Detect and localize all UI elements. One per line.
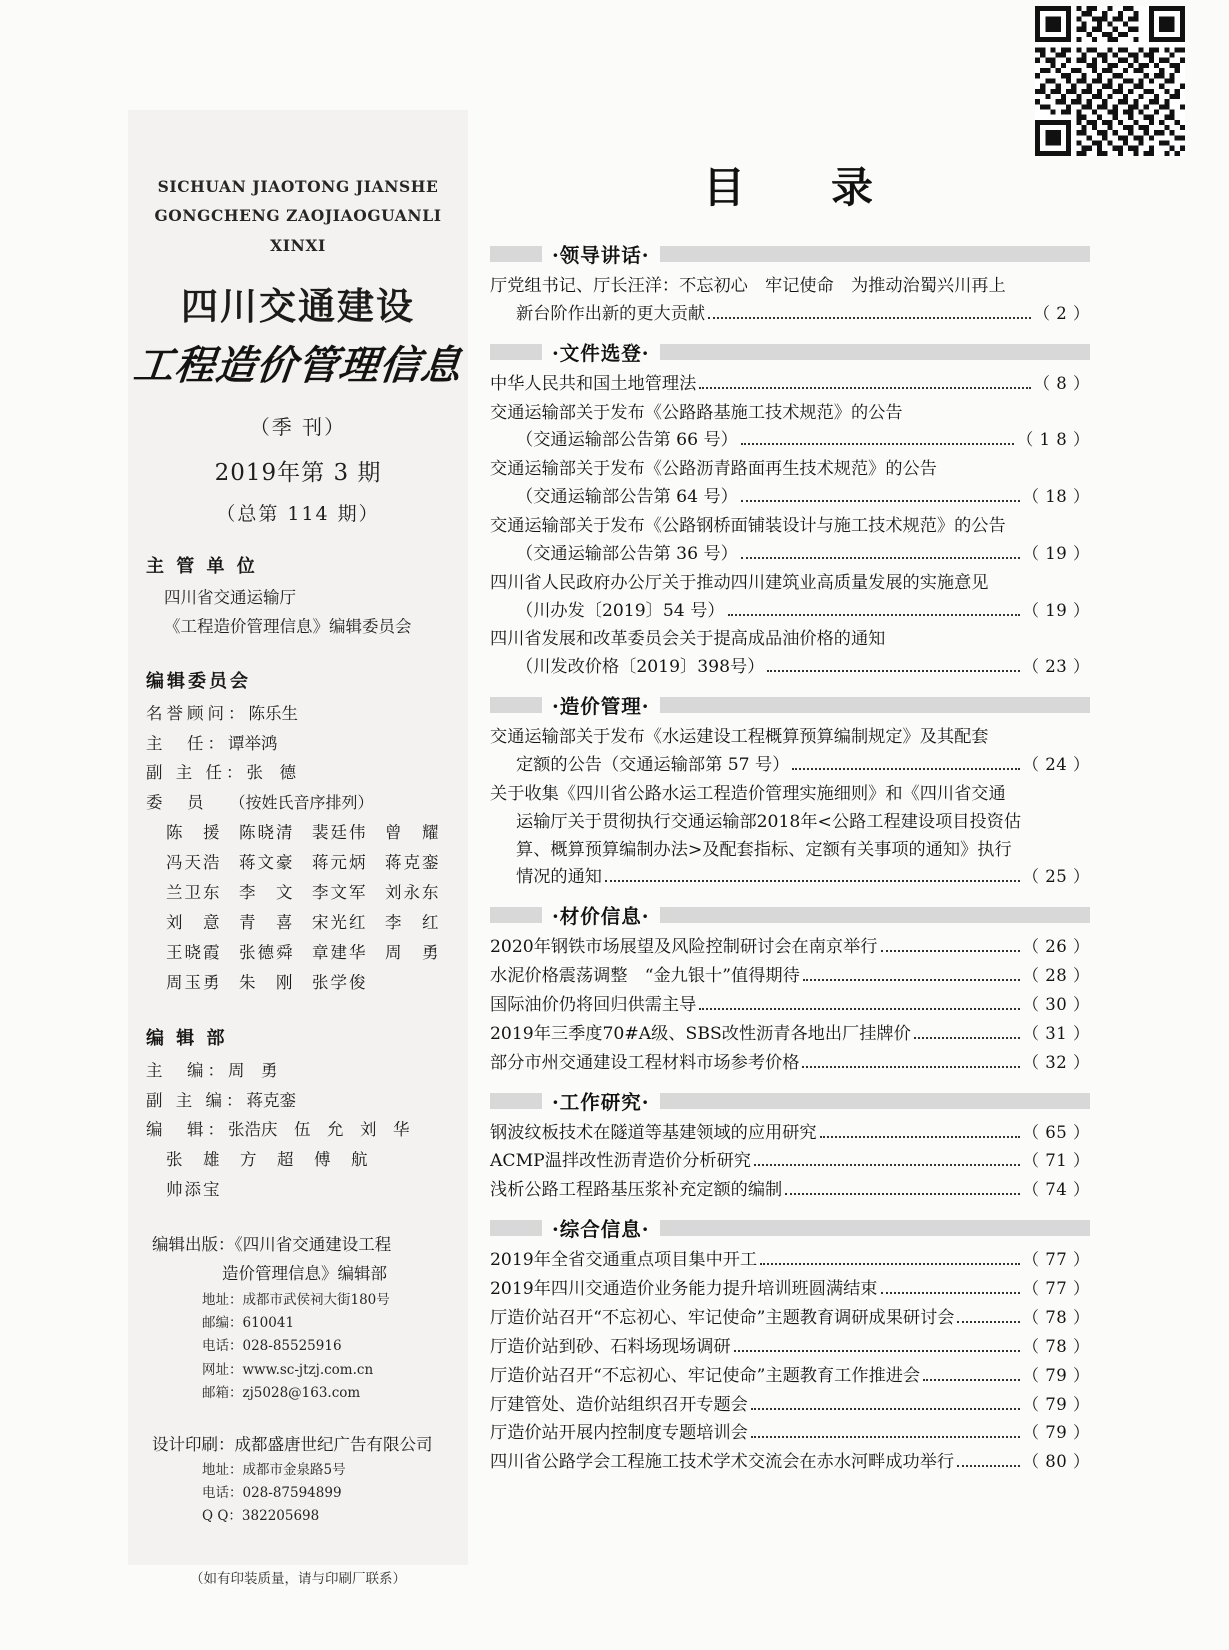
member-name: 冯天浩 [166,852,222,872]
section-label: ·综合信息· [552,1218,650,1242]
toc-entry[interactable] [490,934,1090,962]
toc-entry-line: 四川省人民政府办公厅关于推动四川建筑业高质量发展的实施意见 [490,572,989,593]
toc-entry-title: （交通运输部公告第 66 号） [516,430,738,451]
toc-entry-title: 2019年全省交通重点项目集中开工 [490,1250,758,1271]
members-label: 委 员 [146,793,208,813]
member-name: 宋光红 [312,912,368,932]
toc-entry-page: （ 30 ） [1022,995,1090,1015]
toc-entry-title: 厅造价站召开“不忘初心、牢记使命”主题教育调研成果研讨会 [490,1307,955,1328]
chief-editor-value: 周 勇 [228,1061,278,1081]
toc-entry-page: （ 77 ） [1022,1250,1090,1270]
toc-entry-page: （ 25 ） [1022,867,1090,887]
toc-entry-line: 厅党组书记、厅长汪洋：不忘初心 牢记使命 为推动治蜀兴川再上 [490,276,1006,296]
toc-entry-page: （ 19 ） [1022,543,1090,563]
toc-section-header [490,339,1090,365]
deputy-director-row [146,758,458,788]
honorary-adviser-label: 名誉顾问： [146,704,249,724]
leader-dots [751,1436,1020,1438]
member-name: 李 文 [239,882,295,902]
leader-dots [881,950,1020,952]
toc-entry-line: 交通运输部关于发布《水运建设工程概算预算编制规定》及其配套 [490,727,989,748]
toc-section-header [490,241,1090,267]
toc-entry-page: （ 71 ） [1022,1151,1090,1171]
member-name: 蒋文豪 [239,852,295,872]
toc-entry-title: 定额的公告（交通运输部第 57 号） [516,755,790,776]
committee-heading: 编辑委员会 [146,671,251,693]
chief-editor-row [146,1056,458,1086]
toc-entry-line: 交通运输部关于发布《公路沥青路面再生技术规范》的公告 [490,459,937,480]
section-bar-right [660,344,1090,360]
leader-dots [767,670,1019,672]
members-row [146,788,458,818]
editors-line-1: 张浩庆 伍 允 刘 华 [228,1120,410,1140]
member-name: 章建华 [312,942,368,962]
publisher-block [128,1231,468,1405]
section-label: ·领导讲话· [552,244,650,267]
toc-entry-title: 情况的通知 [516,867,602,888]
member-name: 陈 援 [166,822,222,842]
toc-entry-page: （ 79 ） [1022,1423,1090,1443]
issue-number: 2019年第 3 期 [214,460,382,487]
publisher-row [146,1231,458,1260]
email-line[interactable]: 邮箱：zj5028@163.com [202,1384,361,1401]
toc-entry-page: （ 31 ） [1022,1023,1090,1043]
section-bar-left [490,697,542,713]
website-line[interactable]: 网址：www.sc-jtzj.com.cn [202,1361,374,1378]
toc-entry-page: （ 74 ） [1022,1180,1090,1200]
toc-entry-title: 2019年三季度70#A级、SBS改性沥青各地出厂挂牌价 [490,1023,911,1044]
member-name: 青 喜 [239,912,295,932]
deputy-editor-value: 蒋克銮 [246,1090,296,1110]
toc-entry-line: 运输厅关于贯彻执行交通运输部2018年<公路工程建设项目投资估 [516,811,1022,832]
journal-title: 四川交通建设 [181,284,415,329]
member-name: 张学俊 [312,973,368,992]
editors-label: 编 辑： [146,1120,228,1140]
deputy-director-label: 副 主 任： [146,763,247,783]
member-name: 蒋克銮 [385,852,441,872]
address-line: 地址：成都市武侯祠大街180号 [202,1291,390,1308]
toc-entry[interactable] [490,1247,1090,1275]
toc-entry-title: （交通运输部公告第 36 号） [516,543,738,564]
member-name: 刘永东 [385,882,441,902]
leader-dots [741,557,1020,559]
honorary-adviser-row [146,699,458,729]
director-value: 谭举鸿 [228,733,278,753]
supervisor-line-1: 四川省交通运输厅 [164,588,296,608]
toc-entry[interactable] [490,371,1090,399]
member-name: 蒋元炳 [312,852,368,872]
toc-entry-page: （ 24 ） [1022,755,1090,775]
director-row [146,729,458,759]
toc-entry[interactable] [490,1392,1090,1420]
toc-entry-page: （ 28 ） [1022,966,1090,986]
supervisor-block [128,552,468,641]
toc-entry-page: （ 80 ） [1022,1452,1090,1472]
printer-phone: 电话：028-87594899 [202,1485,342,1502]
section-bar-right [660,246,1090,262]
toc-entry-title: 浅析公路工程路基压浆补充定额的编制 [490,1180,783,1201]
pinyin-title [128,172,468,260]
member-name: 李文军 [312,882,368,902]
leader-dots [802,1066,1019,1068]
toc-entry-page: （ 2 ） [1033,303,1090,323]
toc-entry-line: 四川省发展和改革委员会关于提高成品油价格的通知 [490,629,886,650]
toc-entry-line: 关于收集《四川省公路水运工程造价管理实施细则》和《四川省交通 [490,783,1006,804]
leader-dots [957,1321,1019,1323]
toc-entry[interactable] [490,1120,1090,1148]
pinyin-line-1: SICHUAN JIAOTONG JIANSHE [157,177,439,196]
leader-dots [760,1263,1019,1265]
phone-line: 电话：028-85525916 [202,1338,342,1355]
leader-dots [792,768,1019,770]
supervisor-heading: 主 管 单 位 [146,556,258,578]
section-bar-right [660,1220,1090,1236]
toc-entry-title: 厅造价站开展内控制度专题培训会 [490,1423,748,1444]
printer-qq: Q Q：382205698 [202,1508,320,1525]
member-row [146,938,458,968]
member-name: 裴廷伟 [312,822,368,842]
leader-dots [741,443,1014,445]
leader-dots [605,880,1020,882]
toc-section-header [490,1088,1090,1114]
toc-entry-line: 交通运输部关于发布《公路路基施工技术规范》的公告 [490,402,903,423]
leader-dots [699,387,1030,389]
leader-dots [914,1037,1020,1039]
toc-entry-title: 厅建管处、造价站组织召开专题会 [490,1394,748,1415]
leader-dots [923,1379,1019,1381]
toc-entry-page: （ 23 ） [1022,657,1090,677]
section-bar-right [660,1093,1090,1109]
leader-dots [785,1193,1019,1195]
issue-total-number: （总第 114 期） [216,503,380,526]
leader-dots [741,500,1020,502]
toc-entry-title: 四川省公路学会工程施工技术学术交流会在赤水河畔成功举行 [490,1452,955,1473]
members-order-note: （按姓氏音序排列） [229,793,374,813]
leader-dots [957,1465,1019,1467]
leader-dots [699,1008,1019,1010]
section-bar-left [490,907,542,923]
printer-row [146,1431,458,1459]
leader-dots [734,1350,1020,1352]
toc-entry[interactable] [490,781,1090,892]
member-row [146,848,458,878]
publisher-line-2: 造价管理信息》编辑部 [222,1263,387,1283]
toc-entry-page: （ 78 ） [1022,1336,1090,1356]
toc-section-header [490,1215,1090,1241]
deputy-editor-row [146,1086,458,1116]
leader-dots [820,1136,1020,1138]
leader-dots [881,1292,1020,1294]
director-label: 主 任： [146,733,228,753]
editors-line-2: 张 雄 方 超 傅 航 [166,1150,370,1170]
toc-entry-title: 新台阶作出新的更大贡献 [516,303,706,324]
member-name: 张德舜 [239,942,295,962]
publisher-line-1: 《四川省交通建设工程 [234,1235,392,1255]
editorial-office-heading: 编 辑 部 [146,1028,228,1050]
member-name: 朱 刚 [239,973,295,992]
toc-entry-page: （ 65 ） [1022,1122,1090,1142]
journal-subtitle-calligraphy: 工程造价管理信息 [131,342,465,390]
toc-entry[interactable] [490,570,1090,626]
section-bar-right [660,907,1090,923]
editorial-committee-block [128,667,468,998]
honorary-adviser-value: 陈乐生 [248,704,298,724]
toc-entry-page: （ 79 ） [1022,1365,1090,1385]
periodicity: （季 刊） [249,415,347,440]
deputy-editor-label: 副 主 编： [146,1090,247,1110]
toc-entry[interactable] [490,273,1090,329]
printer-label: 设计印刷： [152,1434,235,1454]
editors-line-3: 帅添宝 [166,1180,222,1200]
toc-entry[interactable] [490,963,1090,991]
toc-section-header [490,692,1090,718]
publisher-label: 编辑出版： [152,1235,235,1255]
toc-entry-title: 水泥价格震荡调整 “金九银十”值得期待 [490,966,800,987]
toc-entry[interactable] [490,400,1090,456]
toc-entry[interactable] [490,1363,1090,1391]
member-row [146,968,458,998]
toc-entry-page: （ 1 8 ） [1016,430,1090,450]
toc-entry[interactable] [490,992,1090,1020]
printer-block [128,1431,468,1529]
member-name: 周 勇 [385,942,441,962]
toc-entry-page: （ 19 ） [1022,600,1090,620]
toc-entry[interactable] [490,1334,1090,1362]
member-name: 刘 意 [166,912,222,932]
toc-entry-title: 钢波纹板技术在隧道等基建领域的应用研究 [490,1122,817,1143]
toc-entry-title: （交通运输部公告第 64 号） [516,487,738,508]
toc-entry-title: 中华人民共和国土地管理法 [490,373,697,394]
supervisor-line-2: 《工程造价管理信息》编辑委员会 [164,616,412,636]
leader-dots [728,614,1020,616]
toc-entry-title: 厅造价站到砂、石料场现场调研 [490,1336,731,1357]
toc-entry[interactable] [490,1021,1090,1049]
editors-line-3-row [146,1175,458,1205]
printer-address: 地址：成都市金泉路5号 [202,1462,346,1478]
toc-entry-page: （ 8 ） [1033,373,1090,393]
member-name: 周玉勇 [166,973,222,992]
toc-entry[interactable] [490,513,1090,569]
toc-entry[interactable] [490,626,1090,682]
toc-entry-line: 交通运输部关于发布《公路钢桥面铺装设计与施工技术规范》的公告 [490,516,1006,537]
pinyin-line-2: GONGCHENG ZAOJIAOGUANLI XINXI [154,206,442,255]
section-bar-left [490,1093,542,1109]
toc-entry[interactable] [490,724,1090,780]
toc-entry-title: （川发改价格〔2019〕398号） [516,657,765,678]
toc-entry[interactable] [490,1420,1090,1448]
toc-entry-title: ACMP温拌改性沥青造价分析研究 [490,1151,751,1172]
member-name: 兰卫东 [166,882,222,902]
section-bar-left [490,1220,542,1236]
member-name: 王晓霞 [166,942,222,962]
toc-entry-page: （ 79 ） [1022,1394,1090,1414]
chief-editor-label: 主 编： [146,1061,228,1081]
section-bar-left [490,246,542,262]
toc-section-header [490,902,1090,928]
masthead-panel [128,110,468,1587]
toc-entry-title: （川办发〔2019〕54 号） [516,600,725,621]
toc-entry-page: （ 77 ） [1022,1279,1090,1299]
member-name: 李 红 [385,912,441,932]
toc-entry[interactable] [490,1148,1090,1176]
leader-dots [708,317,1030,319]
toc-entry[interactable] [490,1449,1090,1477]
publisher-line-2-row [146,1260,458,1289]
editorial-office-block [128,1024,468,1205]
toc-entry-page: （ 78 ） [1022,1307,1090,1327]
section-label: ·工作研究· [552,1090,650,1114]
toc-entry-page: （ 32 ） [1022,1052,1090,1072]
toc-entry[interactable] [490,1305,1090,1333]
toc-entry-title: 厅造价站召开“不忘初心、牢记使命”主题教育工作推进会 [490,1365,921,1386]
leader-dots [754,1164,1020,1166]
leader-dots [751,1408,1020,1410]
member-name: 陈晓清 [239,822,295,842]
toc-entry-page: （ 26 ） [1022,937,1090,957]
section-label: ·文件选登· [552,341,650,365]
toc-entry[interactable] [490,1050,1090,1078]
member-row [146,908,458,938]
toc-entry-title: 国际油价仍将回归供需主导 [490,995,697,1016]
print-quality-note: （如有印装质量，请与印刷厂联系） [190,1570,406,1587]
toc-entry-line: 算、概算预算编制办法>及配套指标、定额有关事项的通知》执行 [516,839,1012,860]
section-bar-left [490,344,542,360]
printer-company: 成都盛唐世纪广告有限公司 [234,1434,433,1454]
toc-entry[interactable] [490,456,1090,512]
table-of-contents [490,120,1090,1478]
section-bar-right [660,697,1090,713]
deputy-director-value: 张 德 [246,763,296,783]
toc-entry-page: （ 18 ） [1022,487,1090,507]
toc-entry[interactable] [490,1276,1090,1304]
toc-entry-title: 部分市州交通建设工程材料市场参考价格 [490,1052,800,1073]
toc-entry-title: 2019年四川交通造价业务能力提升培训班圆满结束 [490,1279,878,1300]
toc-entry-title: 2020年钢铁市场展望及风险控制研讨会在南京举行 [490,937,878,958]
leader-dots [803,979,1020,981]
toc-entry[interactable] [490,1177,1090,1205]
editors-line-2-row [146,1145,458,1175]
section-label: ·材价信息· [552,905,650,929]
member-name: 曾 耀 [385,822,441,842]
postcode-line: 邮编：610041 [202,1315,295,1332]
member-name [385,968,458,998]
member-row [146,818,458,848]
toc-title: 目 录 [702,163,895,212]
section-label: ·造价管理· [552,695,650,719]
editors-row [146,1115,458,1145]
member-row [146,878,458,908]
